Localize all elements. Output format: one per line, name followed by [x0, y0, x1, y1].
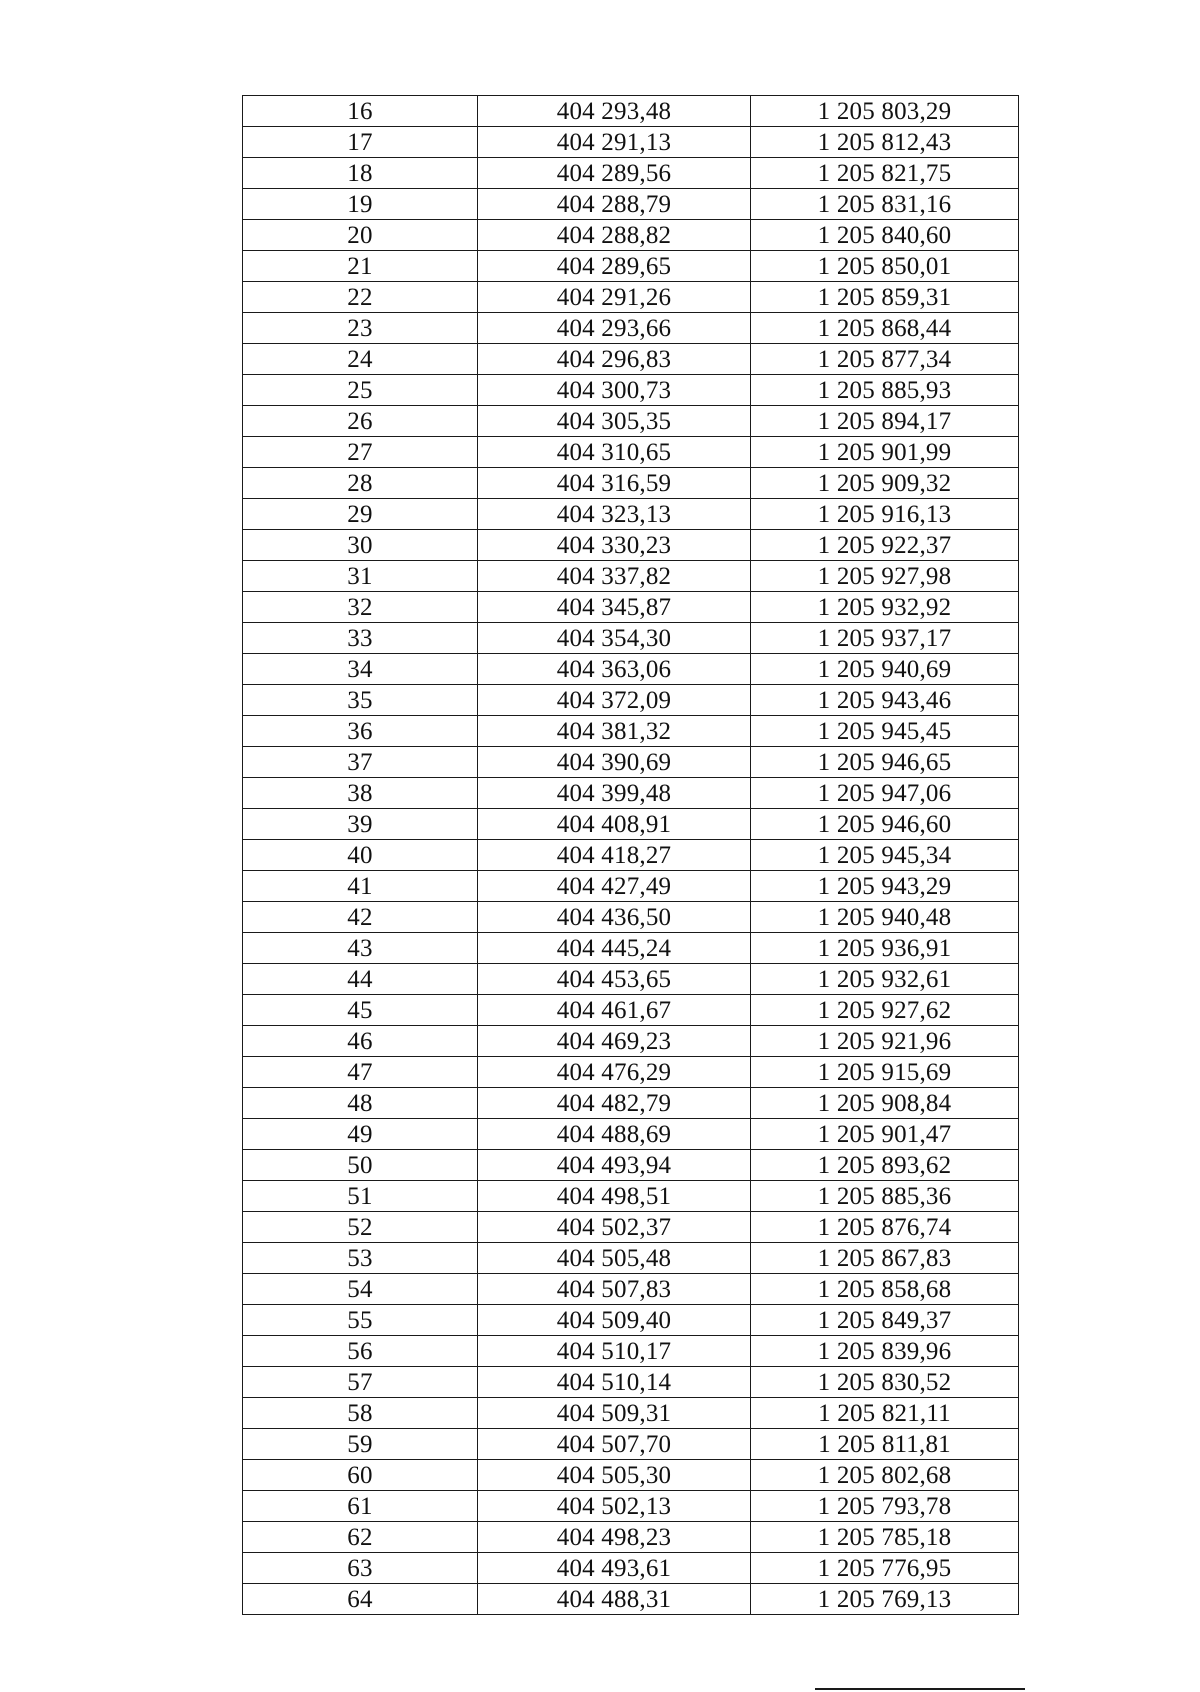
x-coordinate-cell: 404 372,09	[478, 685, 751, 716]
table-row	[243, 1026, 1019, 1057]
point-number-cell: 46	[243, 1026, 478, 1057]
table-row	[243, 1522, 1019, 1553]
table-row	[243, 1491, 1019, 1522]
x-coordinate-cell: 404 288,82	[478, 220, 751, 251]
x-coordinate-cell: 404 390,69	[478, 747, 751, 778]
y-coordinate-cell: 1 205 776,95	[751, 1553, 1019, 1584]
point-number-cell: 48	[243, 1088, 478, 1119]
point-number-cell: 47	[243, 1057, 478, 1088]
point-number-cell: 49	[243, 1119, 478, 1150]
x-coordinate-cell: 404 381,32	[478, 716, 751, 747]
y-coordinate-cell: 1 205 937,17	[751, 623, 1019, 654]
table-row	[243, 1429, 1019, 1460]
point-number-cell: 17	[243, 127, 478, 158]
table-row	[243, 96, 1019, 127]
y-coordinate-cell: 1 205 858,68	[751, 1274, 1019, 1305]
x-coordinate-cell: 404 293,66	[478, 313, 751, 344]
x-coordinate-cell: 404 453,65	[478, 964, 751, 995]
coordinates-table	[242, 95, 1019, 1615]
table-row	[243, 1305, 1019, 1336]
y-coordinate-cell: 1 205 916,13	[751, 499, 1019, 530]
table-row	[243, 592, 1019, 623]
point-number-cell: 36	[243, 716, 478, 747]
point-number-cell: 28	[243, 468, 478, 499]
x-coordinate-cell: 404 289,65	[478, 251, 751, 282]
point-number-cell: 34	[243, 654, 478, 685]
table-row	[243, 1460, 1019, 1491]
x-coordinate-cell: 404 323,13	[478, 499, 751, 530]
x-coordinate-cell: 404 289,56	[478, 158, 751, 189]
x-coordinate-cell: 404 296,83	[478, 344, 751, 375]
point-number-cell: 30	[243, 530, 478, 561]
table-row	[243, 933, 1019, 964]
y-coordinate-cell: 1 205 830,52	[751, 1367, 1019, 1398]
y-coordinate-cell: 1 205 793,78	[751, 1491, 1019, 1522]
table-row	[243, 1119, 1019, 1150]
x-coordinate-cell: 404 291,26	[478, 282, 751, 313]
table-row	[243, 995, 1019, 1026]
y-coordinate-cell: 1 205 908,84	[751, 1088, 1019, 1119]
y-coordinate-cell: 1 205 936,91	[751, 933, 1019, 964]
y-coordinate-cell: 1 205 821,11	[751, 1398, 1019, 1429]
point-number-cell: 57	[243, 1367, 478, 1398]
y-coordinate-cell: 1 205 921,96	[751, 1026, 1019, 1057]
point-number-cell: 26	[243, 406, 478, 437]
point-number-cell: 33	[243, 623, 478, 654]
table-row	[243, 499, 1019, 530]
x-coordinate-cell: 404 493,61	[478, 1553, 751, 1584]
y-coordinate-cell: 1 205 946,65	[751, 747, 1019, 778]
point-number-cell: 58	[243, 1398, 478, 1429]
table-row	[243, 344, 1019, 375]
table-row	[243, 1553, 1019, 1584]
x-coordinate-cell: 404 509,31	[478, 1398, 751, 1429]
x-coordinate-cell: 404 408,91	[478, 809, 751, 840]
point-number-cell: 44	[243, 964, 478, 995]
point-number-cell: 42	[243, 902, 478, 933]
table-row	[243, 902, 1019, 933]
y-coordinate-cell: 1 205 943,29	[751, 871, 1019, 902]
x-coordinate-cell: 404 288,79	[478, 189, 751, 220]
table-row	[243, 282, 1019, 313]
point-number-cell: 19	[243, 189, 478, 220]
x-coordinate-cell: 404 505,30	[478, 1460, 751, 1491]
point-number-cell: 64	[243, 1584, 478, 1615]
x-coordinate-cell: 404 310,65	[478, 437, 751, 468]
x-coordinate-cell: 404 316,59	[478, 468, 751, 499]
y-coordinate-cell: 1 205 849,37	[751, 1305, 1019, 1336]
y-coordinate-cell: 1 205 840,60	[751, 220, 1019, 251]
x-coordinate-cell: 404 482,79	[478, 1088, 751, 1119]
point-number-cell: 39	[243, 809, 478, 840]
y-coordinate-cell: 1 205 876,74	[751, 1212, 1019, 1243]
x-coordinate-cell: 404 505,48	[478, 1243, 751, 1274]
table-row	[243, 220, 1019, 251]
y-coordinate-cell: 1 205 946,60	[751, 809, 1019, 840]
y-coordinate-cell: 1 205 769,13	[751, 1584, 1019, 1615]
table-row	[243, 127, 1019, 158]
table-row	[243, 778, 1019, 809]
point-number-cell: 54	[243, 1274, 478, 1305]
y-coordinate-cell: 1 205 922,37	[751, 530, 1019, 561]
point-number-cell: 38	[243, 778, 478, 809]
x-coordinate-cell: 404 418,27	[478, 840, 751, 871]
table-row	[243, 561, 1019, 592]
y-coordinate-cell: 1 205 940,69	[751, 654, 1019, 685]
x-coordinate-cell: 404 445,24	[478, 933, 751, 964]
x-coordinate-cell: 404 469,23	[478, 1026, 751, 1057]
y-coordinate-cell: 1 205 850,01	[751, 251, 1019, 282]
y-coordinate-cell: 1 205 927,98	[751, 561, 1019, 592]
y-coordinate-cell: 1 205 803,29	[751, 96, 1019, 127]
table-row	[243, 747, 1019, 778]
table-row	[243, 468, 1019, 499]
table-row	[243, 313, 1019, 344]
x-coordinate-cell: 404 502,37	[478, 1212, 751, 1243]
y-coordinate-cell: 1 205 947,06	[751, 778, 1019, 809]
y-coordinate-cell: 1 205 821,75	[751, 158, 1019, 189]
y-coordinate-cell: 1 205 877,34	[751, 344, 1019, 375]
table-row	[243, 530, 1019, 561]
point-number-cell: 51	[243, 1181, 478, 1212]
y-coordinate-cell: 1 205 909,32	[751, 468, 1019, 499]
table-row	[243, 1274, 1019, 1305]
point-number-cell: 55	[243, 1305, 478, 1336]
table-row	[243, 1243, 1019, 1274]
x-coordinate-cell: 404 427,49	[478, 871, 751, 902]
point-number-cell: 37	[243, 747, 478, 778]
point-number-cell: 27	[243, 437, 478, 468]
x-coordinate-cell: 404 488,31	[478, 1584, 751, 1615]
footer-rule	[815, 1688, 1025, 1690]
y-coordinate-cell: 1 205 915,69	[751, 1057, 1019, 1088]
table-row	[243, 840, 1019, 871]
y-coordinate-cell: 1 205 945,45	[751, 716, 1019, 747]
y-coordinate-cell: 1 205 940,48	[751, 902, 1019, 933]
table-row	[243, 809, 1019, 840]
point-number-cell: 63	[243, 1553, 478, 1584]
table-row	[243, 375, 1019, 406]
y-coordinate-cell: 1 205 802,68	[751, 1460, 1019, 1491]
point-number-cell: 45	[243, 995, 478, 1026]
point-number-cell: 40	[243, 840, 478, 871]
x-coordinate-cell: 404 509,40	[478, 1305, 751, 1336]
y-coordinate-cell: 1 205 868,44	[751, 313, 1019, 344]
point-number-cell: 56	[243, 1336, 478, 1367]
y-coordinate-cell: 1 205 839,96	[751, 1336, 1019, 1367]
point-number-cell: 18	[243, 158, 478, 189]
x-coordinate-cell: 404 507,70	[478, 1429, 751, 1460]
table-row	[243, 871, 1019, 902]
point-number-cell: 23	[243, 313, 478, 344]
table-row	[243, 406, 1019, 437]
table-row	[243, 964, 1019, 995]
x-coordinate-cell: 404 330,23	[478, 530, 751, 561]
x-coordinate-cell: 404 337,82	[478, 561, 751, 592]
y-coordinate-cell: 1 205 811,81	[751, 1429, 1019, 1460]
y-coordinate-cell: 1 205 812,43	[751, 127, 1019, 158]
table-row	[243, 251, 1019, 282]
point-number-cell: 35	[243, 685, 478, 716]
point-number-cell: 62	[243, 1522, 478, 1553]
x-coordinate-cell: 404 305,35	[478, 406, 751, 437]
table-row	[243, 1584, 1019, 1615]
y-coordinate-cell: 1 205 885,93	[751, 375, 1019, 406]
y-coordinate-cell: 1 205 859,31	[751, 282, 1019, 313]
table-row	[243, 1181, 1019, 1212]
x-coordinate-cell: 404 291,13	[478, 127, 751, 158]
y-coordinate-cell: 1 205 785,18	[751, 1522, 1019, 1553]
table-row	[243, 716, 1019, 747]
table-row	[243, 1088, 1019, 1119]
x-coordinate-cell: 404 493,94	[478, 1150, 751, 1181]
point-number-cell: 41	[243, 871, 478, 902]
point-number-cell: 32	[243, 592, 478, 623]
coordinates-table-body	[243, 96, 1019, 1615]
table-row	[243, 1150, 1019, 1181]
point-number-cell: 60	[243, 1460, 478, 1491]
table-row	[243, 158, 1019, 189]
x-coordinate-cell: 404 363,06	[478, 654, 751, 685]
x-coordinate-cell: 404 293,48	[478, 96, 751, 127]
x-coordinate-cell: 404 399,48	[478, 778, 751, 809]
table-row	[243, 623, 1019, 654]
point-number-cell: 61	[243, 1491, 478, 1522]
point-number-cell: 25	[243, 375, 478, 406]
table-row	[243, 1212, 1019, 1243]
y-coordinate-cell: 1 205 885,36	[751, 1181, 1019, 1212]
point-number-cell: 50	[243, 1150, 478, 1181]
y-coordinate-cell: 1 205 867,83	[751, 1243, 1019, 1274]
x-coordinate-cell: 404 498,51	[478, 1181, 751, 1212]
point-number-cell: 43	[243, 933, 478, 964]
y-coordinate-cell: 1 205 894,17	[751, 406, 1019, 437]
x-coordinate-cell: 404 476,29	[478, 1057, 751, 1088]
y-coordinate-cell: 1 205 831,16	[751, 189, 1019, 220]
y-coordinate-cell: 1 205 932,92	[751, 592, 1019, 623]
table-row	[243, 189, 1019, 220]
x-coordinate-cell: 404 510,17	[478, 1336, 751, 1367]
y-coordinate-cell: 1 205 945,34	[751, 840, 1019, 871]
point-number-cell: 16	[243, 96, 478, 127]
table-row	[243, 1367, 1019, 1398]
point-number-cell: 22	[243, 282, 478, 313]
point-number-cell: 20	[243, 220, 478, 251]
table-row	[243, 654, 1019, 685]
y-coordinate-cell: 1 205 943,46	[751, 685, 1019, 716]
x-coordinate-cell: 404 436,50	[478, 902, 751, 933]
point-number-cell: 52	[243, 1212, 478, 1243]
x-coordinate-cell: 404 300,73	[478, 375, 751, 406]
x-coordinate-cell: 404 498,23	[478, 1522, 751, 1553]
table-row	[243, 685, 1019, 716]
x-coordinate-cell: 404 354,30	[478, 623, 751, 654]
x-coordinate-cell: 404 488,69	[478, 1119, 751, 1150]
point-number-cell: 31	[243, 561, 478, 592]
point-number-cell: 59	[243, 1429, 478, 1460]
point-number-cell: 53	[243, 1243, 478, 1274]
x-coordinate-cell: 404 502,13	[478, 1491, 751, 1522]
y-coordinate-cell: 1 205 901,99	[751, 437, 1019, 468]
table-row	[243, 1398, 1019, 1429]
x-coordinate-cell: 404 345,87	[478, 592, 751, 623]
table-row	[243, 1336, 1019, 1367]
x-coordinate-cell: 404 510,14	[478, 1367, 751, 1398]
y-coordinate-cell: 1 205 893,62	[751, 1150, 1019, 1181]
point-number-cell: 29	[243, 499, 478, 530]
y-coordinate-cell: 1 205 932,61	[751, 964, 1019, 995]
x-coordinate-cell: 404 507,83	[478, 1274, 751, 1305]
table-row	[243, 1057, 1019, 1088]
y-coordinate-cell: 1 205 901,47	[751, 1119, 1019, 1150]
point-number-cell: 21	[243, 251, 478, 282]
table-row	[243, 437, 1019, 468]
y-coordinate-cell: 1 205 927,62	[751, 995, 1019, 1026]
point-number-cell: 24	[243, 344, 478, 375]
x-coordinate-cell: 404 461,67	[478, 995, 751, 1026]
